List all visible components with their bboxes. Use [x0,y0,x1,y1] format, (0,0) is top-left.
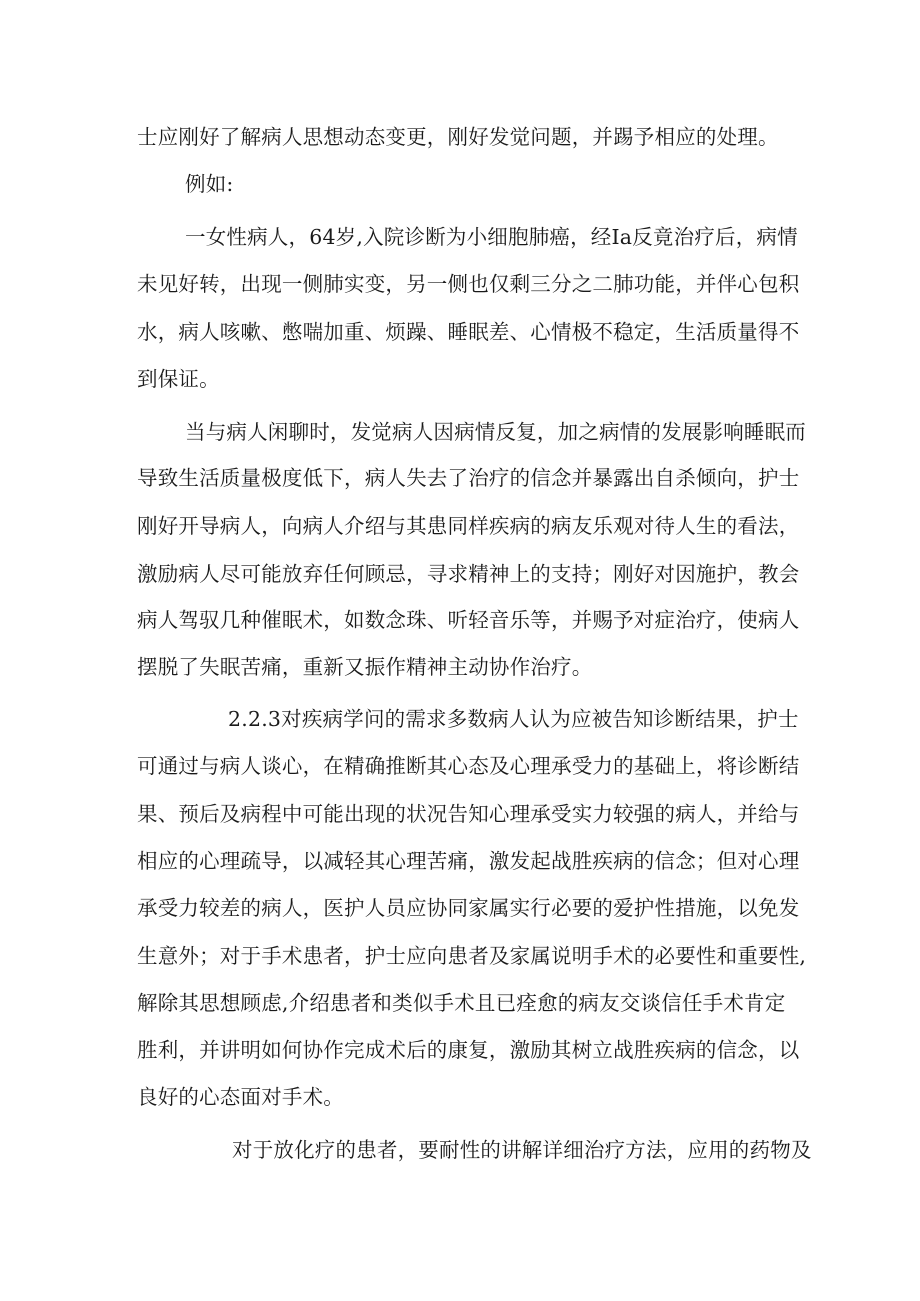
text-line: 当与病人闲聊时，发觉病人因病情反复，加之病情的发展影响睡眠而 [185,420,806,444]
text-line: 可通过与病人谈心，在精确推断其心态及心理承受力的基础上，将诊断结 [137,754,800,778]
text-line: 刚好开导病人，向病人介绍与其患同样疾病的病友乐观对待人生的看法， [137,514,800,538]
text-line: 2.2.3对疾病学问的需求多数病人认为应被告知诊断结果，护士 [228,707,799,731]
text-line: 果、预后及病程中可能出现的状况告知心理承受实力较强的病人，并给与 [137,802,800,826]
text-line: 激励病人尽可能放弃任何顾忌，寻求精神上的支持；刚好对因施护，教会 [137,562,800,586]
text-line: 导致生活质量极度低下，病人失去了治疗的信念并暴露出自杀倾向，护士 [137,466,800,490]
text-line: 承受力较差的病人，医护人员应协同家属实行必要的爱护性措施，以免发 [137,896,800,920]
text-line: 对于放化疗的患者，要耐性的讲解详细治疗方法，应用的药物及 [232,1138,812,1162]
text-line: 良好的心态面对手术。 [137,1085,344,1109]
text-line: 摆脱了失眠苦痛，重新又振作精神主动协作治疗。 [137,655,593,679]
text-line: 士应刚好了解病人思想动态变更，刚好发觉问题，并踢予相应的处理。 [137,125,779,149]
text-line: 生意外；对于手术患者，护士应向患者及家属说明手术的必要性和重要性, [137,944,807,968]
text-line: 病人驾驭几种催眠术，如数念珠、听轻音乐等，并赐予对症治疗，使病人 [137,608,800,632]
text-line: 例如: [185,172,234,196]
text-line: 到保证。 [137,367,220,391]
text-line: 未见好转，出现一侧肺实变，另一侧也仅剩三分之二肺功能，并伴心包积 [137,272,800,296]
text-line: 一女性病人，64岁,入院诊断为小细胞肺癌，经Ia反竟治疗后，病情 [185,225,798,249]
text-line: 相应的心理疏导，以减轻其心理苦痛，激发起战胜疾病的信念；但对心理 [137,849,800,873]
text-line: 胜利，并讲明如何协作完成术后的康复，激励其树立战胜疾病的信念，以 [137,1038,800,1062]
text-line: 水，病人咳嗽、憋喘加重、烦躁、睡眠差、心情极不稳定，生活质量得不 [137,320,800,344]
text-line: 解除其思想顾虑,介绍患者和类似手术且已痊愈的病友交谈信任手术肯定 [137,991,786,1015]
